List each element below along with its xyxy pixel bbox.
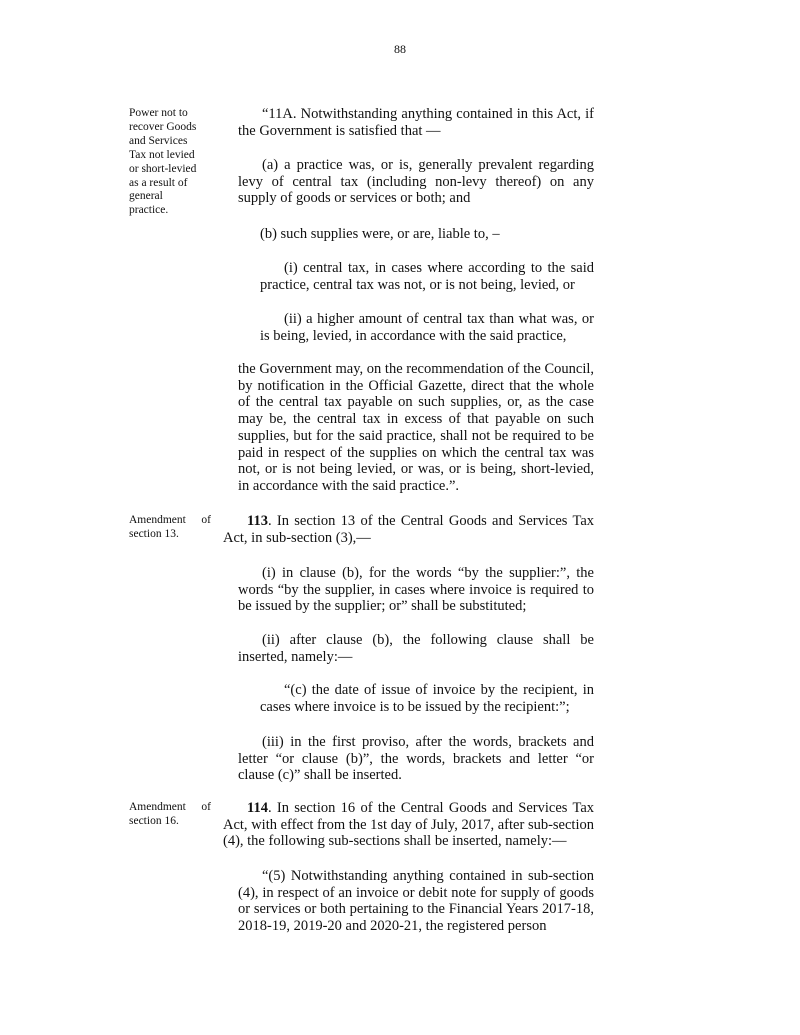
section-113-item-i: (i) in clause (b), for the words “by the supplier:”, the words “by the supplier, in cases where invoice is required to be issued by the supplier; or” shall be substituted;: [238, 565, 594, 615]
margin-note-line: section 13.: [129, 527, 179, 540]
margin-note-line: practice.: [129, 204, 169, 217]
margin-note-line: Power not to: [129, 107, 188, 119]
section-113-number: 113: [247, 513, 268, 529]
margin-note-line: section 16.: [129, 814, 179, 827]
margin-note-line: or short-levied: [129, 162, 197, 175]
section-114-para-5: “(5) Notwithstanding anything contained in sub-section (4), in respect of an invoice or debit note for supply of goods or services or both pertaining to the Financial Years 2017-18, 2018-19, 2019-20 and 2020-21, the registered person: [238, 868, 594, 935]
margin-note-line: Tax not levied: [129, 148, 195, 161]
section-113-item-ii: (ii) after clause (b), the following clause shall be inserted, namely:—: [238, 632, 594, 665]
margin-note-line: general: [129, 190, 163, 203]
margin-note-power-not-to-recover: [129, 107, 211, 218]
margin-note-line: Amendment of: [129, 801, 211, 813]
section-113-heading: [223, 513, 594, 546]
section-113-text: . In section 13 of the Central Goods and Services Tax Act, in sub-section (3),—: [223, 513, 594, 546]
margin-note-line: Amendment of: [129, 514, 211, 526]
margin-note-line: recover Goods: [129, 120, 197, 133]
section-113-item-iii: (iii) in the first proviso, after the words, brackets and letter “or clause (b)”, the words, brackets and letter “or clause (c)” shall be inserted.: [238, 734, 594, 784]
section-114-number: 114: [247, 800, 268, 816]
section-114-heading: [223, 800, 594, 850]
margin-note-amendment-section-13: [129, 514, 211, 542]
section-11a-clause-b: (b) such supplies were, or are, liable to, –: [260, 226, 500, 242]
section-114-text: . In section 16 of the Central Goods and Services Tax Act, with effect from the 1st day of July, 2017, after sub-section (4), the following sub-sections shall be inserted, namely:—: [223, 800, 594, 850]
section-113-item-ii-quote: “(c) the date of issue of invoice by the recipient, in cases where invoice is to be issued by the recipient:”;: [260, 682, 594, 715]
section-11a-clause-b-i: (i) central tax, in cases where according to the said practice, central tax was not, or is not being, levied, or: [260, 260, 594, 293]
margin-note-line: and Services: [129, 134, 188, 147]
page-number: 88: [394, 42, 406, 56]
section-11a-intro: “11A. Notwithstanding anything contained in this Act, if the Government is satisfied that —: [238, 106, 594, 139]
section-11a-clause-a: (a) a practice was, or is, generally prevalent regarding levy of central tax (including non-levy thereof) on any supply of goods or services or both; and: [238, 157, 594, 207]
section-11a-clause-b-ii: (ii) a higher amount of central tax than what was, or is being, levied, in accordance with the said practice,: [260, 311, 594, 344]
margin-note-line: as a result of: [129, 176, 188, 189]
section-11a-conclusion: the Government may, on the recommendation of the Council, by notification in the Official Gazette, direct that the whole of the central tax payable on such supplies, or, as the case may be, the central tax in excess of that payable on such supplies, but for the said practice, shall not be required to be paid in respect of the supplies on which the central tax was not, or is not being levied, or was, or is being, short-levied, in accordance with the said practice.”.: [238, 361, 594, 494]
margin-note-amendment-section-16: [129, 801, 211, 829]
